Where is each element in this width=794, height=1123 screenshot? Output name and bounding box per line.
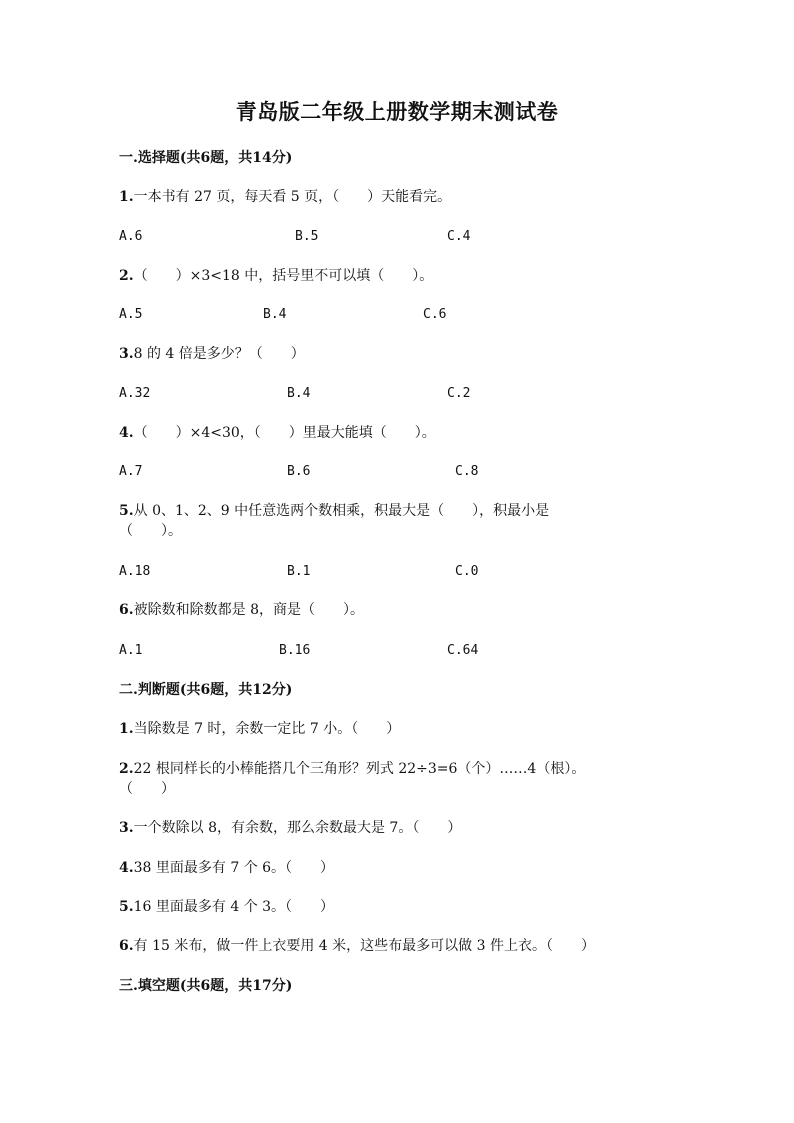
question-choice-5 (119, 501, 549, 521)
question-number: 6. (119, 602, 134, 618)
question-judgment-6 (119, 936, 595, 956)
option-a: A.18 (119, 564, 151, 579)
option-a: A.6 (119, 229, 143, 244)
question-number: 2. (119, 268, 134, 284)
question-number: 1. (119, 189, 134, 205)
question-number: 2. (119, 761, 134, 777)
option-a: A.32 (119, 386, 151, 401)
question-text: 8 的 4 倍是多少？（ ） (133, 346, 305, 362)
question-number: 4. (119, 860, 134, 876)
option-c: C.2 (447, 386, 471, 401)
option-c: C.4 (447, 229, 471, 244)
option-b: B.16 (279, 643, 311, 658)
options-choice-4 (119, 462, 679, 482)
question-number: 5. (119, 503, 134, 519)
question-number: 4. (119, 425, 134, 441)
question-judgment-5 (119, 897, 334, 917)
option-c: C.8 (455, 464, 479, 479)
question-text: 一个数除以 8，有余数，那么余数最大是 7。（ ） (133, 820, 462, 836)
option-b: B.4 (287, 386, 311, 401)
question-number: 3. (119, 820, 134, 836)
question-text: 38 里面最多有 7 个 6。（ ） (133, 860, 335, 876)
question-choice-5-continued: （ ）。 (119, 523, 182, 539)
question-text: 有 15 米布，做一件上衣要用 4 米，这些布最多可以做 3 件上衣。（ ） (133, 938, 595, 954)
section-heading-choice: 一.选择题(共6题，共14分) (119, 150, 293, 166)
question-text: 当除数是 7 时，余数一定比 7 小。（ ） (133, 721, 401, 737)
question-text: 一本书有 27 页，每天看 5 页，（ ）天能看完。 (133, 189, 452, 205)
question-number: 6. (119, 938, 134, 954)
question-text: （ ）×3<18 中，括号里不可以填（ ）。 (133, 268, 434, 284)
question-number: 1. (119, 721, 134, 737)
question-judgment-4 (119, 858, 334, 878)
option-b: B.4 (263, 307, 287, 322)
option-b: B.6 (287, 464, 311, 479)
question-choice-1 (119, 187, 451, 207)
option-b: B.1 (287, 564, 311, 579)
options-choice-1 (119, 227, 679, 247)
question-number: 5. (119, 899, 134, 915)
question-text: 22 根同样长的小棒能搭几个三角形？列式 22÷3=6（个）……4（根）。 (133, 761, 586, 777)
question-text: 从 0、1、2、9 中任意选两个数相乘，积最大是（ ），积最小是 (133, 503, 550, 519)
question-judgment-2-continued: （ ） (119, 781, 175, 797)
option-a: A.7 (119, 464, 143, 479)
question-judgment-1 (119, 719, 400, 739)
section-heading-fill-in: 三.填空题(共6题，共17分) (119, 978, 293, 994)
question-text: 16 里面最多有 4 个 3。（ ） (133, 899, 335, 915)
exam-title: 青岛版二年级上册数学期末测试卷 (235, 99, 559, 124)
option-c: C.64 (447, 643, 479, 658)
options-choice-3 (119, 384, 679, 404)
question-choice-3 (119, 344, 305, 364)
question-judgment-3 (119, 818, 461, 838)
options-choice-2 (119, 305, 679, 325)
option-a: A.5 (119, 307, 143, 322)
section-heading-judgment: 二.判断题(共6题，共12分) (119, 682, 293, 698)
option-b: B.5 (295, 229, 319, 244)
option-a: A.1 (119, 643, 143, 658)
question-choice-4 (119, 423, 436, 443)
question-judgment-2 (119, 759, 585, 779)
question-text: （ ）×4<30，（ ）里最大能填（ ）。 (133, 425, 436, 441)
options-choice-6 (119, 641, 679, 661)
options-choice-5 (119, 562, 679, 582)
question-number: 3. (119, 346, 134, 362)
option-c: C.0 (455, 564, 479, 579)
question-text: 被除数和除数都是 8，商是（ ）。 (133, 602, 364, 618)
option-c: C.6 (423, 307, 447, 322)
question-choice-2 (119, 266, 433, 286)
question-choice-6 (119, 600, 364, 620)
